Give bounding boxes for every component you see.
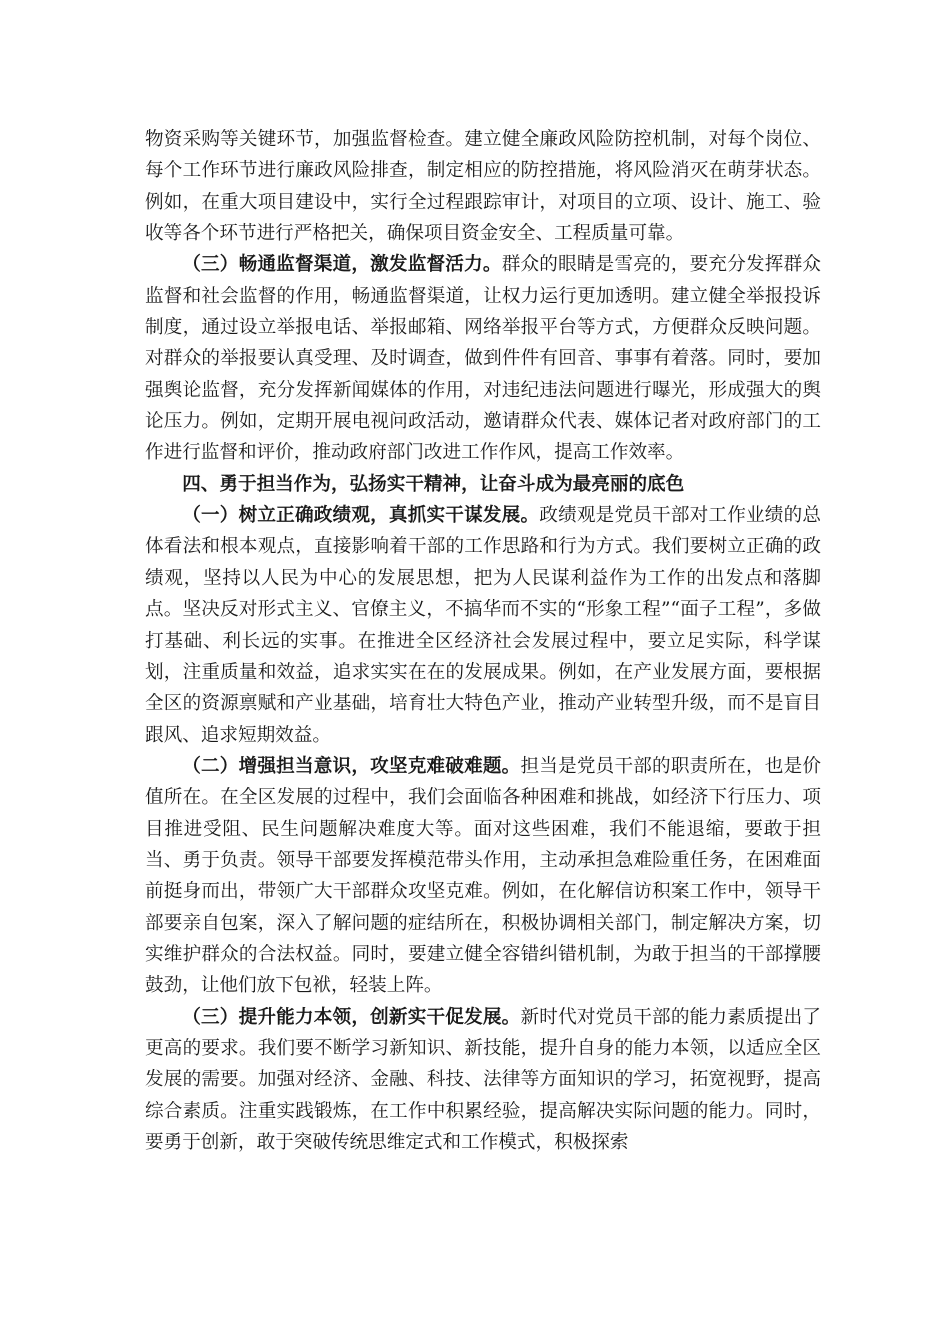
paragraph-supervision-channels xyxy=(145,249,821,468)
subheading-2: （二）增强担当意识，攻坚克难破难题。 xyxy=(182,755,521,777)
paragraph-performance-view xyxy=(145,500,821,751)
subheading-1: （一）树立正确政绩观，真抓实干谋发展。 xyxy=(182,505,540,527)
subheading-3b: （三）提升能力本领，创新实干促发展。 xyxy=(182,1006,521,1028)
subheading-3: （三）畅通监督渠道，激发监督活力。 xyxy=(182,254,502,276)
document-body xyxy=(145,124,821,1158)
paragraph-text: 政绩观是党员干部对工作业绩的总体看法和根本观点，直接影响着干部的工作思路和行为方式。我们要树立正确的政绩观，坚持以人民为中心的发展思想，把为人民谋利益作为工作的出发点和落脚点。坚决反对形式主义、官僚主义，不搞华而不实的“形象工程”“面子工程”，多做打基础、利长远的实事。在推进全区经济社会发展过程中，要立足实际，科学谋划，注重质量和效益，追求实实在在的发展成果。例如，在产业发展方面，要根据全区的资源禀赋和产业基础，培育壮大特色产业，推动产业转型升级，而不是盲目跟风、追求短期效益。 xyxy=(145,505,821,746)
paragraph-text: 物资采购等关键环节，加强监督检查。建立健全廉政风险防控机制，对每个岗位、每个工作环节进行廉政风险排查，制定相应的防控措施，将风险消灭在萌芽状态。例如，在重大项目建设中，实行全过程跟踪审计，对项目的立项、设计、施工、验收等各个环节进行严格把关，确保项目资金安全、工程质量可靠。 xyxy=(145,129,821,245)
paragraph-text: 群众的眼睛是雪亮的，要充分发挥群众监督和社会监督的作用，畅通监督渠道，让权力运行更加透明。建立健全举报投诉制度，通过设立举报电话、举报邮箱、网络举报平台等方式，方便群众反映问题。对群众的举报要认真受理、及时调查，做到件件有回音、事事有着落。同时，要加强舆论监督，充分发挥新闻媒体的作用，对违纪违法问题进行曝光，形成强大的舆论压力。例如，定期开展电视问政活动，邀请群众代表、媒体记者对政府部门的工作进行监督和评价，推动政府部门改进工作作风，提高工作效率。 xyxy=(145,254,821,464)
paragraph-text: 担当是党员干部的职责所在，也是价值所在。在全区发展的过程中，我们会面临各种困难和挑战，如经济下行压力、项目推进受阻、民生问题解决难度大等。面对这些困难，我们不能退缩，要敢于担当、勇于负责。领导干部要发挥模范带头作用，主动承担急难险重任务，在困难面前挺身而出，带领广大干部群众攻坚克难。例如，在化解信访积案工作中，领导干部要亲自包案，深入了解问题的症结所在，积极协调相关部门，制定解决方案，切实维护群众的合法权益。同时，要建立健全容错纠错机制，为敢于担当的干部撑腰鼓劲，让他们放下包袱，轻装上阵。 xyxy=(145,755,821,997)
section-heading-4: 四、勇于担当作为，弘扬实干精神，让奋斗成为最亮丽的底色 xyxy=(182,473,685,495)
paragraph-responsibility xyxy=(145,751,821,1002)
paragraph-text: 新时代对党员干部的能力素质提出了更高的要求。我们要不断学习新知识、新技能，提升自身的能力本领，以适应全区发展的需要。加强对经济、金融、科技、法律等方面知识的学习，拓宽视野，提高综合素质。注重实践锻炼，在工作中积累经验，提高解决实际问题的能力。同时，要勇于创新，敢于突破传统思维定式和工作模式，积极探索 xyxy=(145,1006,821,1153)
paragraph-ability xyxy=(145,1002,821,1159)
paragraph-continued xyxy=(145,124,821,249)
